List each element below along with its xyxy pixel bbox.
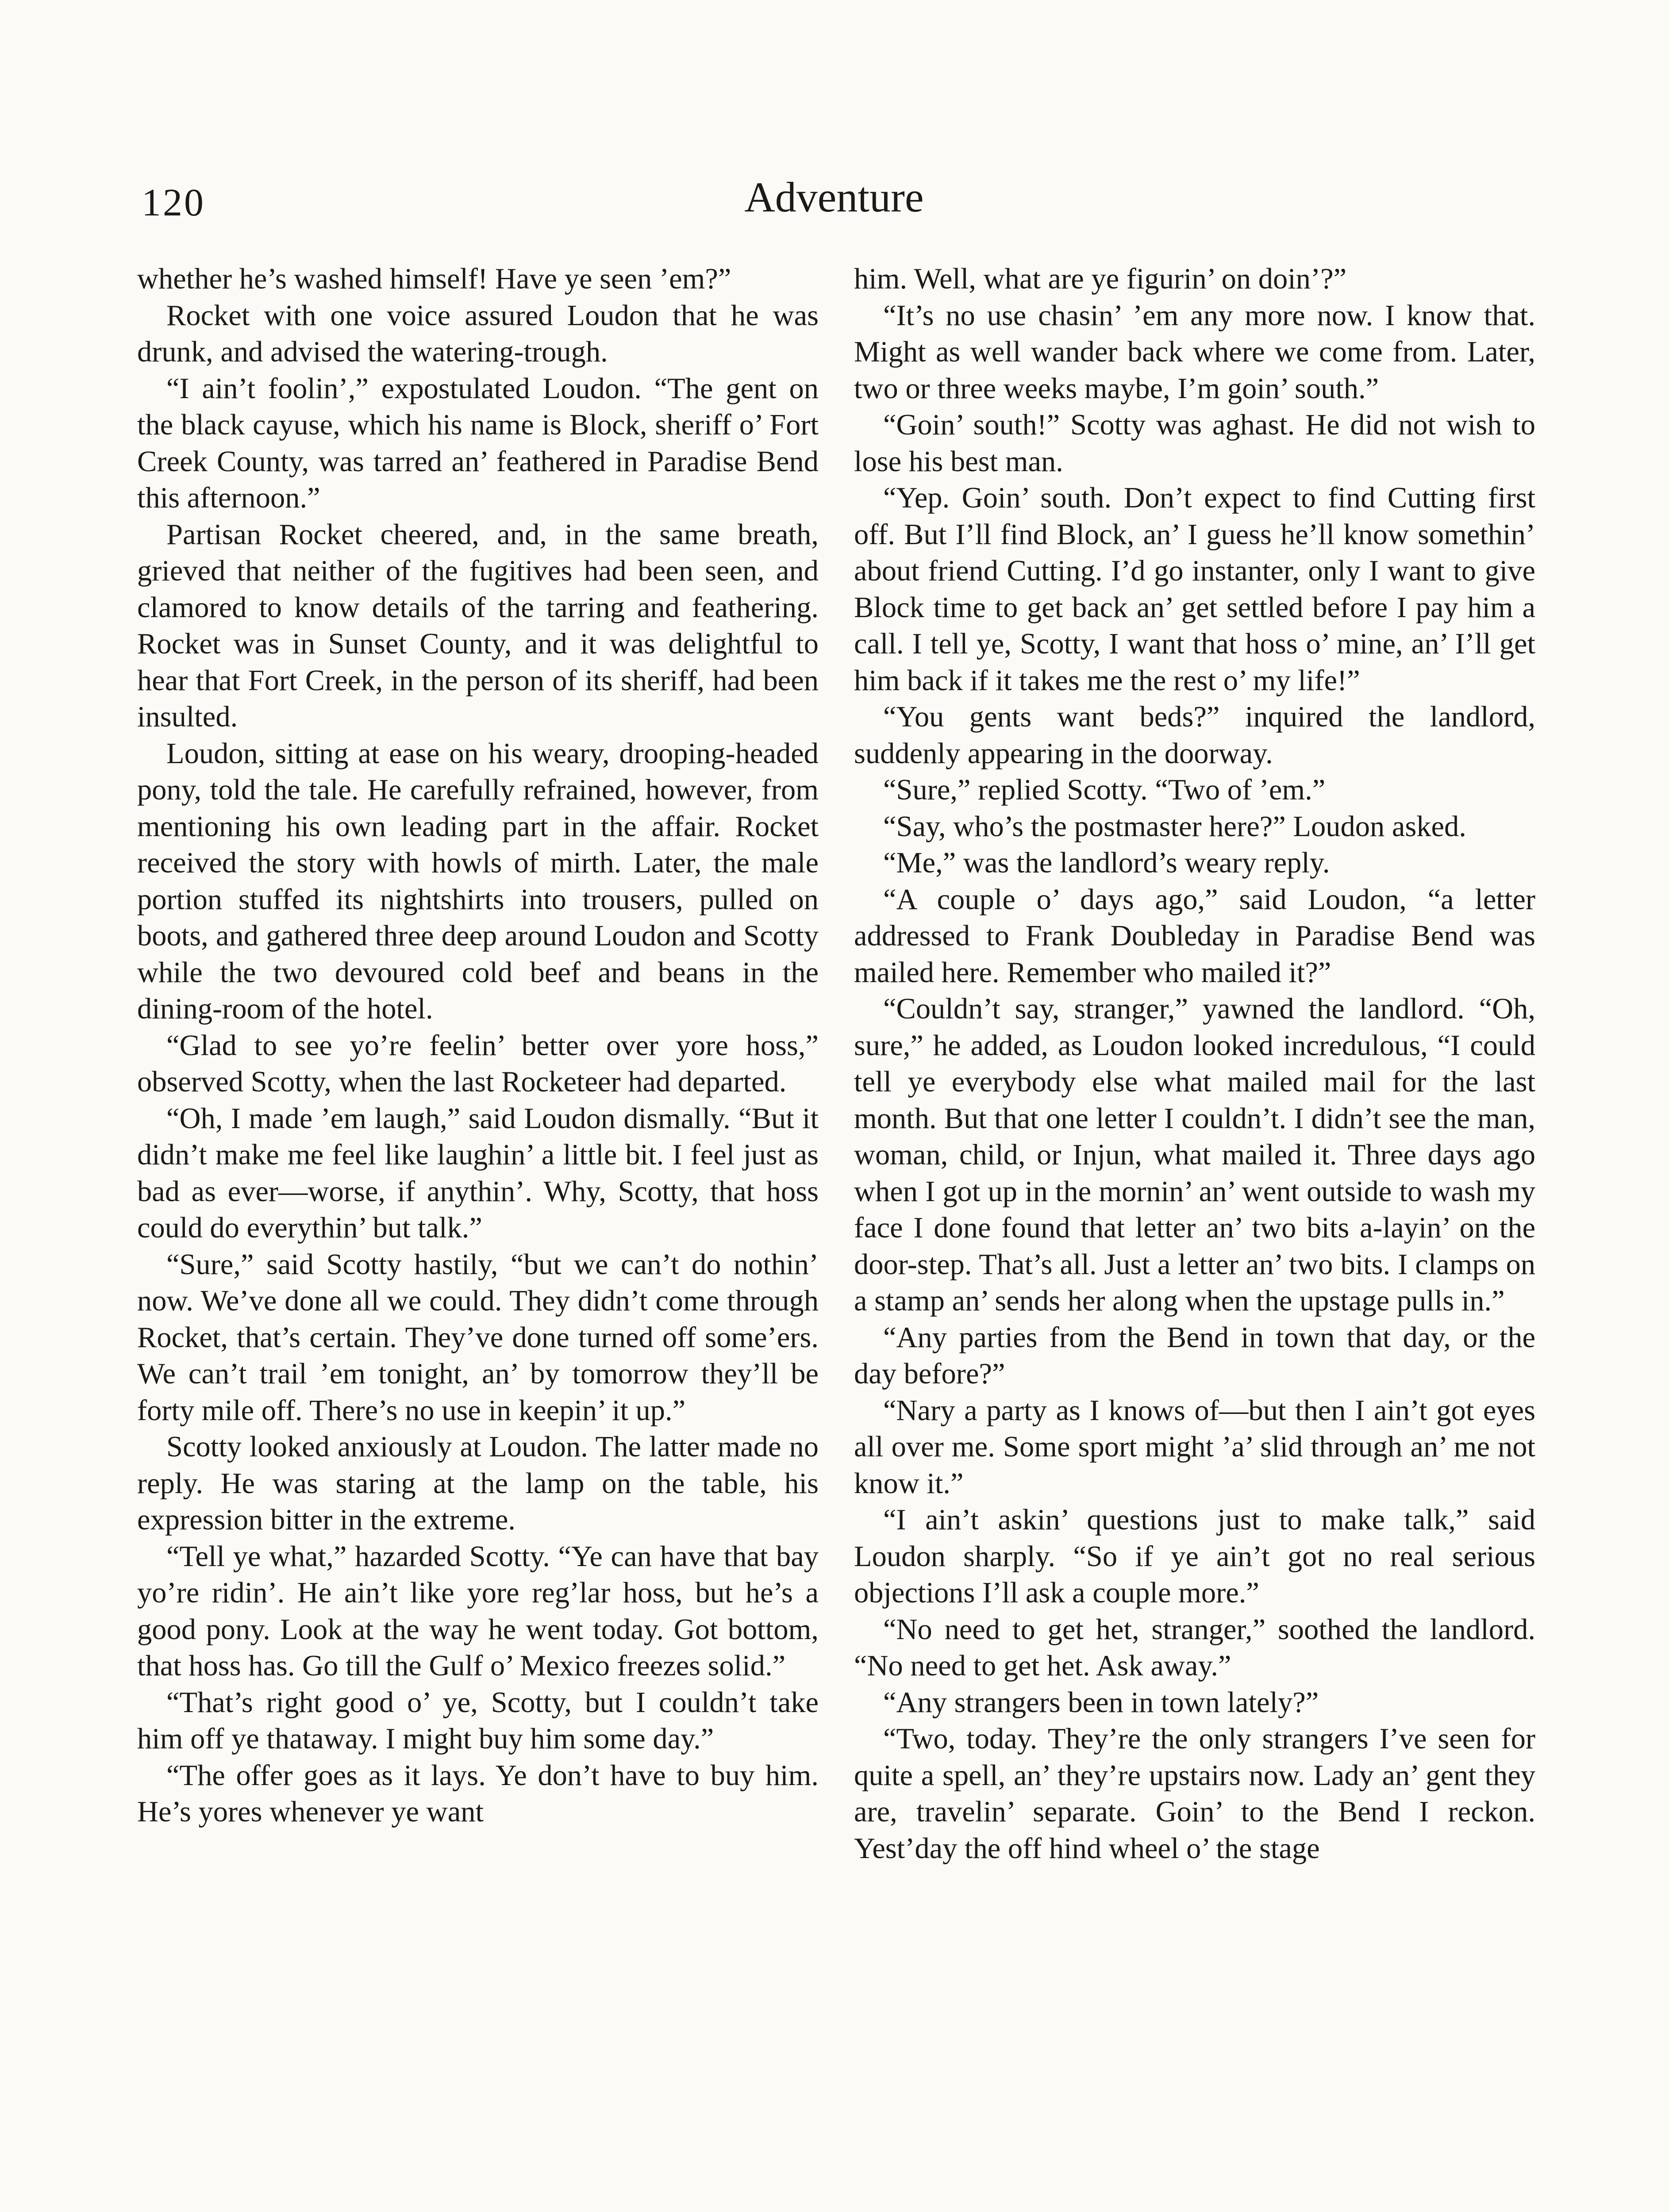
paragraph: “Nary a party as I knows of—but then I ain’t got eyes all over me. Some sport might ’a’ slid through an’ me not know it.” [854,1394,1535,1500]
running-title: Adventure [744,173,924,221]
paragraph: “That’s right good o’ ye, Scotty, but I couldn’t take him off ye thataway. I might buy him some day.” [137,1686,819,1755]
paragraph: “Oh, I made ’em laugh,” said Loudon dismally. “But it didn’t make me feel like laughin’ a little bit. I feel just as bad as ever—worse, if anythin’. Why, Scotty, that hoss could do everythin’ but talk.” [137,1102,819,1244]
paragraph: “You gents want beds?” inquired the landlord, suddenly appearing in the doorway. [854,701,1535,770]
paragraph: “A couple o’ days ago,” said Loudon, “a letter addressed to Frank Doubleday in Paradise Bend was mailed here. Remember who mailed it?” [854,883,1535,989]
paragraph: “I ain’t askin’ questions just to make talk,” said Loudon sharply. “So if ye ain’t got no real serious objections I’ll ask a couple more.” [854,1504,1535,1609]
paragraph: Partisan Rocket cheered, and, in the same breath, grieved that neither of the fugitives had been seen, and clamored to know details of the tarring and feathering. Rocket was in Sunset County, and it was delightful to hear that Fort Creek, in the person of its sheriff, had been insulted. [137,518,819,733]
paragraph: “No need to get het, stranger,” soothed the landlord. “No need to get het. Ask away.” [854,1613,1535,1682]
paragraph: “Any parties from the Bend in town that day, or the day before?” [854,1321,1535,1390]
paragraph: “Tell ye what,” hazarded Scotty. “Ye can have that bay yo’re ridin’. He ain’t like yore reg’lar hoss, but he’s a good pony. Look at the way he went today. Got bottom, that hoss has. Go till the Gulf o’ Mexico freezes solid.” [137,1540,819,1682]
paragraph: Loudon, sitting at ease on his weary, drooping-headed pony, told the tale. He carefully refrained, however, from mentioning his own leading part in the affair. Rocket received the story with howls of mirth. Later, the male portion stuffed its nightshirts into trousers, pulled on boots, and gathered three deep around Loudon and Scotty while the two devoured cold beef and beans in the dining-room of the hotel. [137,737,819,1025]
paragraph: “Say, who’s the postmaster here?” Loudon asked. [883,810,1466,843]
paragraph: “It’s no use chasin’ ’em any more now. I know that. Might as well wander back where we come from. Later, two or three weeks maybe, I’m goin’ south.” [854,299,1535,405]
paragraph: “Two, today. They’re the only strangers I’ve seen for quite a spell, an’ they’re upstairs now. Lady an’ gent they are, travelin’ separate. Goin’ to the Bend I reckon. Yest’day the off hind wheel o’ the stage [854,1723,1535,1865]
paragraph: Rocket with one voice assured Loudon that he was drunk, and advised the watering-trough. [137,299,819,368]
paragraph: “Me,” was the landlord’s weary reply. [883,847,1330,879]
paragraph: “I ain’t foolin’,” expostulated Loudon. “The gent on the black cayuse, which his name is Block, sheriff o’ Fort Creek County, was tarred an’ feathered in Paradise Bend this afternoon.” [137,372,819,514]
paragraph: “Sure,” said Scotty hastily, “but we can’t do nothin’ now. We’ve done all we could. They didn’t come through Rocket, that’s certain. They’ve done turned off some’ers. We can’t trail ’em tonight, an’ by tomorrow they’ll be forty mile off. There’s no use in keepin’ it up.” [137,1248,819,1427]
running-head [133,173,1535,234]
paragraph: “Yep. Goin’ south. Don’t expect to find Cutting first off. But I’ll find Block, an’ I guess he’ll know somethin’ about friend Cutting. I’d go instanter, only I want to give Block time to get back an’ get settled before I pay him a call. I tell ye, Scotty, I want that hoss o’ mine, an’ I’ll get him back if it takes me the rest o’ my life!” [854,482,1535,697]
left-column [137,261,819,2212]
paragraph: “Any strangers been in town lately?” [883,1686,1319,1719]
paragraph: “Goin’ south!” Scotty was aghast. He did not wish to lose his best man. [854,409,1535,478]
paragraph: “Sure,” replied Scotty. “Two of ’em.” [883,774,1326,806]
paragraph: him. Well, what are ye figurin’ on doin’?” [854,263,1347,295]
paragraph: Scotty looked anxiously at Loudon. The latter made no reply. He was staring at the lamp on the table, his expression bitter in the extreme. [137,1431,819,1536]
paragraph: “Couldn’t say, stranger,” yawned the landlord. “Oh, sure,” he added, as Loudon looked incredulous, “I could tell ye everybody else what mailed mail for the last month. But that one letter I couldn’t. I didn’t see the man, woman, child, or Injun, what mailed it. Three days ago when I got up in the mornin’ an’ went outside to wash my face I done found that letter an’ two bits a-layin’ on the door-step. That’s all. Just a letter an’ two bits. I clamps on a stamp an’ sends her along when the upstage pulls in.” [854,993,1535,1317]
paragraph: whether he’s washed himself! Have ye seen ’em?” [137,263,731,295]
paragraph: “The offer goes as it lays. Ye don’t have to buy him. He’s yores whenever ye want [137,1759,819,1828]
right-column [854,261,1535,2212]
paragraph: “Glad to see yo’re feelin’ better over yore hoss,” observed Scotty, when the last Rocketeer had departed. [137,1029,819,1098]
page-number: 120 [142,181,205,224]
